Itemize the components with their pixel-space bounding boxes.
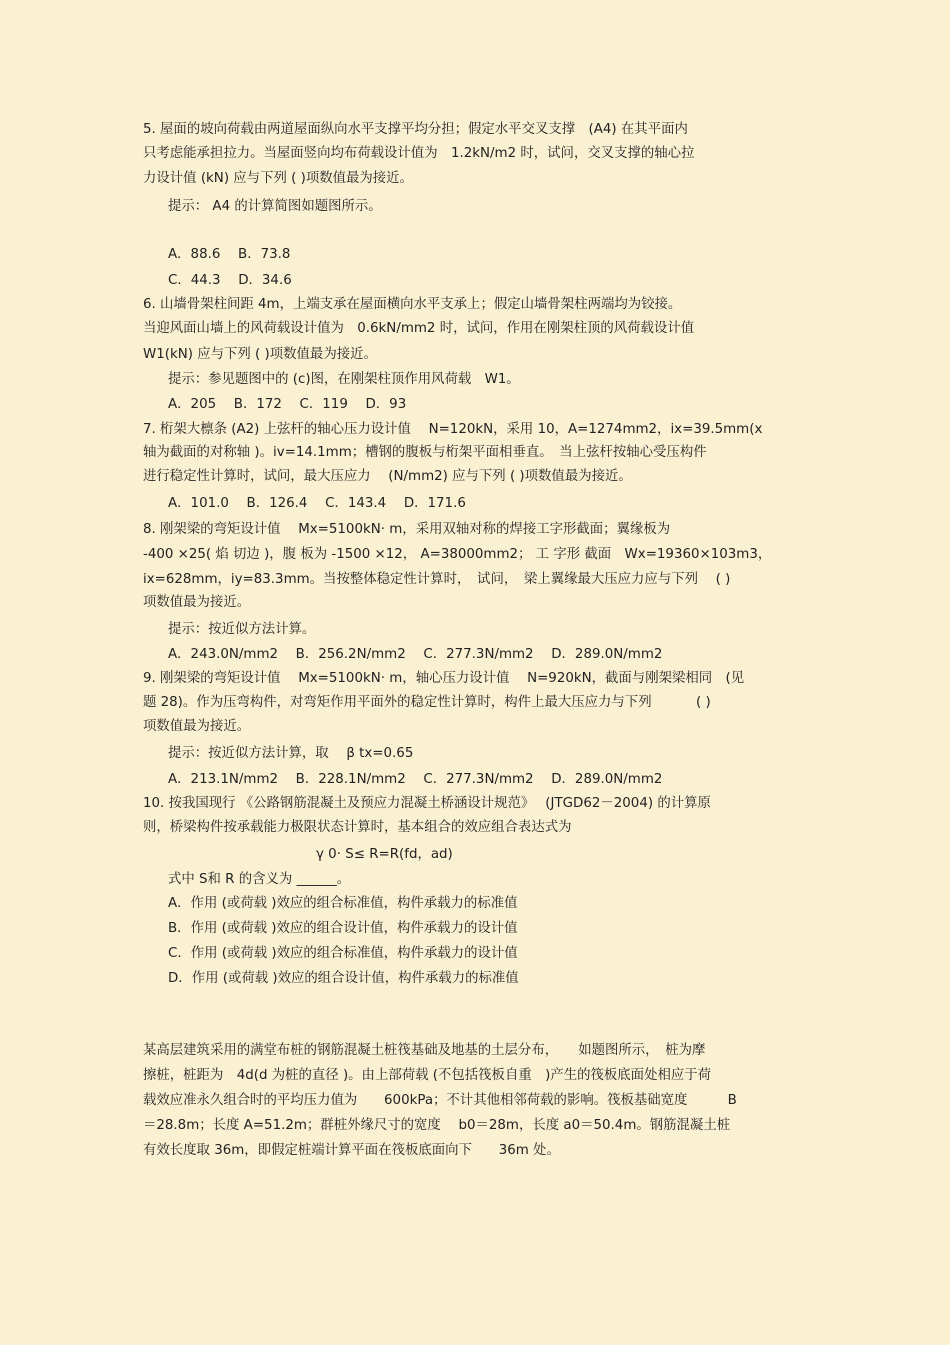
q9-hint: 提示：按近似方法计算，取 β tx=0.65 — [168, 746, 414, 761]
q5-line: 力设计值 (kN) 应与下列 ( )项数值最为接近。 — [143, 171, 413, 186]
q8-hint: 提示：按近似方法计算。 — [168, 622, 316, 637]
q6-line: W1(kN) 应与下列 ( )项数值最为接近。 — [143, 347, 377, 362]
q10-option-c: C．作用 (或荷载 )效应的组合标准值，构件承载力的设计值 — [168, 946, 518, 961]
q10-prompt: 式中 S和 R 的含义为 ______。 — [168, 872, 351, 887]
q5-line: 5. 屋面的坡向荷载由两道屋面纵向水平支撑平均分担；假定水平交叉支撑 (A4) 在其平面内 — [143, 122, 688, 137]
q9-line: 题 28)。作为压弯构件，对弯矩作用平面外的稳定性计算时，构件上最大压应力与下列 ( ) — [143, 695, 711, 710]
q5-options: C．44.3 D．34.6 — [168, 273, 292, 288]
q7-line: 进行稳定性计算时，试问，最大压应力 (N/mm2) 应与下列 ( )项数值最为接近。 — [143, 469, 632, 484]
q9-line: 9. 刚架梁的弯矩设计值 Mx=5100kN· m，轴心压力设计值 N=920kN，截面与刚架梁相同 (见 — [143, 671, 745, 686]
q6-line: 当迎风面山墙上的风荷载设计值为 0.6kN/mm2 时，试问，作用在刚架柱顶的风荷载设计值 — [143, 321, 695, 336]
q6-line: 6. 山墙骨架柱间距 4m，上端支承在屋面横向水平支承上；假定山墙骨架柱两端均为铰接。 — [143, 297, 682, 312]
paragraph-line: 某高层建筑采用的满堂布桩的钢筋混凝土桩筏基础及地基的土层分布， 如题图所示， 桩为摩 — [143, 1043, 706, 1058]
paragraph-line: ＝28.8m；长度 A=51.2m；群桩外缘尺寸的宽度 b0＝28m，长度 a0＝50.4m。钢筋混凝土桩 — [143, 1118, 731, 1133]
q8-line: 8. 刚架梁的弯矩设计值 Mx=5100kN· m，采用双轴对称的焊接工字形截面；翼缘板为 — [143, 522, 671, 537]
q10-line: 10. 按我国现行 《公路钢筋混凝土及预应力混凝土桥涵设计规范》 (JTGD62－2004) 的计算原 — [143, 796, 711, 811]
q7-line: 轴为截面的对称轴 )。iv=14.1mm；槽钢的腹板与桁架平面相垂直。 当上弦杆按轴心受压构件 — [143, 445, 707, 460]
q5-line: 只考虑能承担拉力。当屋面竖向均布荷载设计值为 1.2kN/m2 时，试问，交叉支撑的轴心拉 — [143, 146, 695, 161]
paragraph-line: 擦桩，桩距为 4d(d 为桩的直径 )。由上部荷载 (不包括筏板自重 )产生的筏板底面处相应于荷 — [143, 1068, 712, 1083]
q6-hint: 提示：参见题图中的 (c)图，在刚架柱顶作用风荷载 W1。 — [168, 372, 520, 387]
q7-options: A．101.0 B．126.4 C．143.4 D．171.6 — [168, 496, 466, 511]
q9-line: 项数值最为接近。 — [143, 719, 251, 734]
q10-option-a: A．作用 (或荷载 )效应的组合标准值，构件承载力的标准值 — [168, 896, 518, 911]
q7-line: 7. 桁架大檩条 (A2) 上弦杆的轴心压力设计值 N=120kN，采用 10，A=1274mm2，ix=39.5mm(x — [143, 422, 763, 437]
q10-formula: γ 0· S≤ R=R(fd，ad) — [316, 847, 453, 862]
q9-options: A．213.1N/mm2 B．228.1N/mm2 C．277.3N/mm2 D．289.0N/mm2 — [168, 772, 663, 787]
paragraph-line: 有效长度取 36m，即假定桩端计算平面在筏板底面向下 36m 处。 — [143, 1143, 560, 1158]
q10-option-b: B．作用 (或荷载 )效应的组合设计值，构件承载力的设计值 — [168, 921, 518, 936]
q8-options: A．243.0N/mm2 B．256.2N/mm2 C．277.3N/mm2 D．289.0N/mm2 — [168, 647, 663, 662]
q10-option-d: D．作用 (或荷载 )效应的组合设计值，构件承载力的标准值 — [168, 971, 519, 986]
q8-line: 项数值最为接近。 — [143, 595, 251, 610]
q5-hint: 提示： A4 的计算简图如题图所示。 — [168, 199, 382, 214]
q8-line: -400 ×25( 焰 切边 )，腹 板为 -1500 ×12， A=38000mm2； 工 字形 截面 Wx=19360×103m3， — [143, 547, 772, 562]
q10-line: 则，桥梁构件按承载能力极限状态计算时，基本组合的效应组合表达式为 — [143, 820, 572, 835]
paragraph-line: 载效应准永久组合时的平均压力值为 600kPa；不计其他相邻荷载的影响。筏板基础宽度 B — [143, 1093, 737, 1108]
q5-options: A．88.6 B．73.8 — [168, 247, 291, 262]
q6-options: A．205 B．172 C．119 D．93 — [168, 397, 407, 412]
q8-line: ix=628mm，iy=83.3mm。当按整体稳定性计算时， 试问， 梁上翼缘最大压应力应与下列 ( ) — [143, 572, 731, 587]
